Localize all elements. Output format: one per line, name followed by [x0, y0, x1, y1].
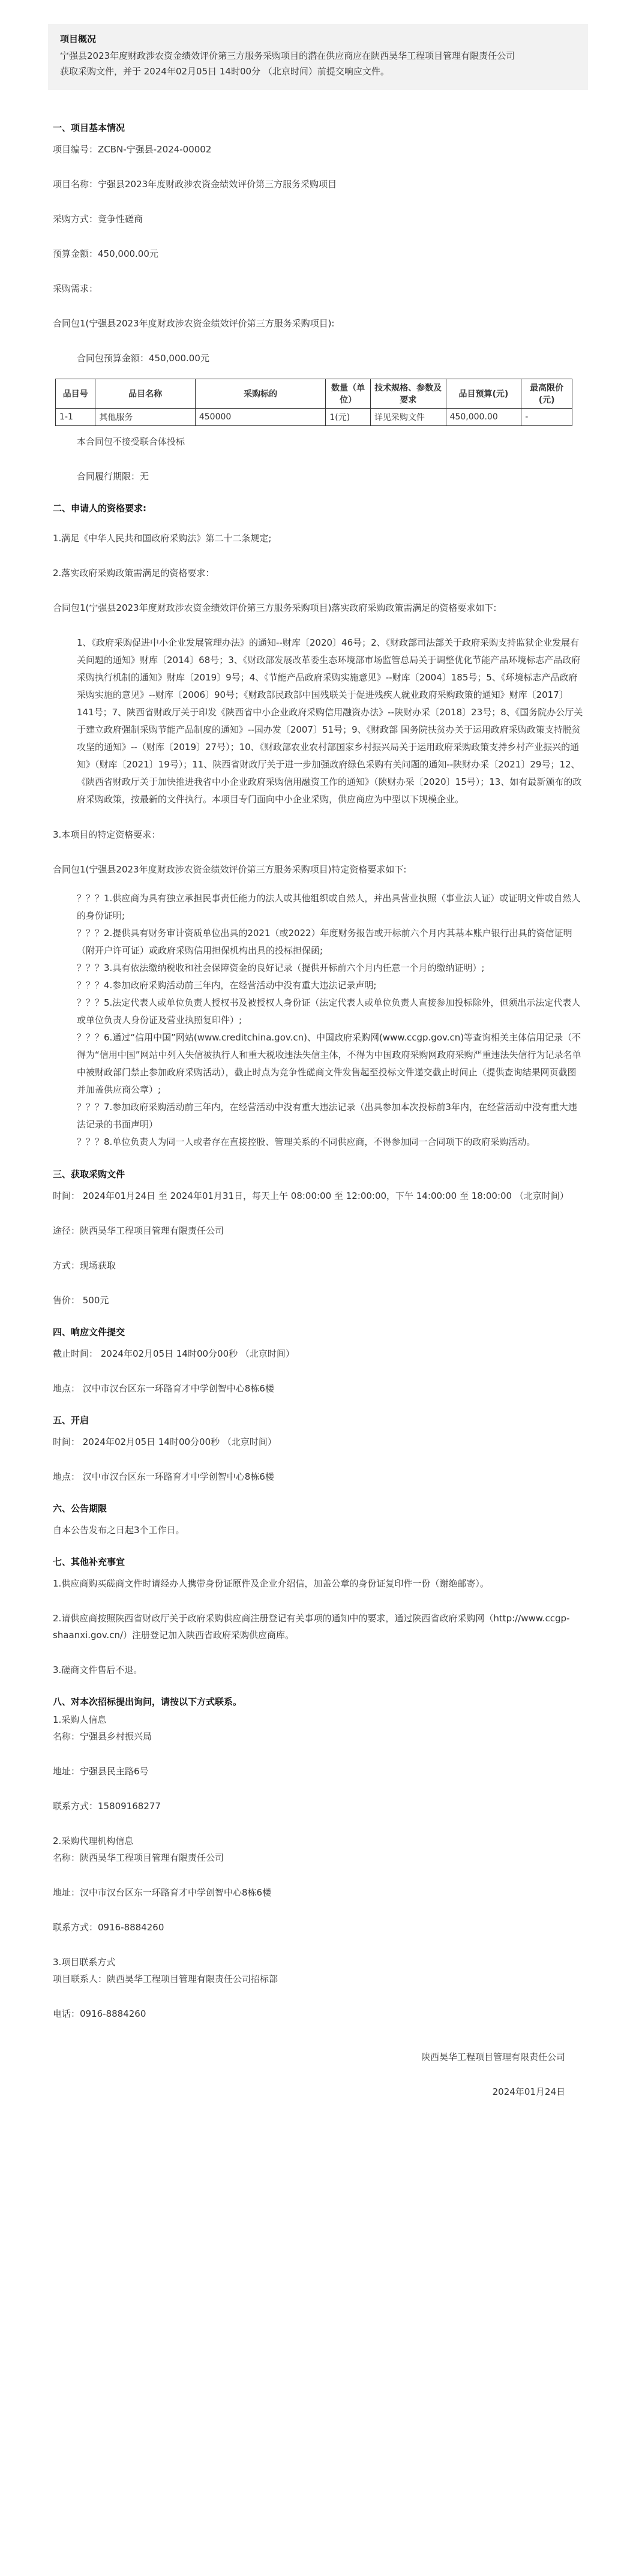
specific-requirement-6: ？？？6.通过“信用中国”网站(www.creditchina.gov.cn)、中国政府采购网(www.ccgp.gov.cn)等查询相关主体信用记录（不得为“信用中国”网站中列入失信被执行人和重大税收违法失信主体，不得为中国政府采购网政府采购严重违法失信行为记录名单中被财政部门禁止参加政府采购活动），截止时点为竞争性磋商文件发售起至投标文件递交截止时间止（提供查询结果网页截图并加盖供应商公章）; [77, 1032, 581, 1095]
procurement-need: 采购需求： [53, 283, 98, 294]
buyer-address: 地址：宁强县民主路6号 [53, 1766, 149, 1777]
item-table [55, 379, 572, 426]
section-2-heading: 二、申请人的资格要求: [53, 503, 146, 514]
opening-place: 地点： 汉中市汉台区东一环路育才中学创智中心8栋6楼 [53, 1471, 274, 1482]
submission-place: 地点： 汉中市汉台区东一环路育才中学创智中心8栋6楼 [53, 1383, 274, 1394]
acquire-place: 途径：陕西昊华工程项目管理有限责任公司 [53, 1225, 224, 1236]
package-title: 合同包1(宁强县2023年度财政涉农资金绩效评价第三方服务采购项目): [53, 318, 335, 329]
specific-requirement-4: ？？？4.参加政府采购活动前三年内，在经营活动中没有重大违法记录声明; [77, 980, 377, 991]
section-7-heading: 七、其他补充事宜 [53, 1557, 125, 1567]
specific-requirement-7: ？？？7.参加政府采购活动前三年内，在经营活动中没有重大违法记录（出具参加本次投标前3年内，在经营活动中没有重大违法记录的书面声明） [77, 1102, 577, 1130]
project-number: 项目编号：ZCBN-宁强县-2024-00002 [53, 144, 212, 155]
table-cell: 450000 [195, 409, 326, 426]
project-name: 项目名称：宁强县2023年度财政涉农资金绩效评价第三方服务采购项目 [53, 179, 337, 190]
specific-requirement-5: ？？？5.法定代表人或单位负责人授权书及被授权人身份证（法定代表人或单位负责人直接参加投标除外，但须出示法定代表人或单位负责人身份证及营业执照复印件）; [77, 997, 581, 1025]
table-header: 品目预算(元) [446, 379, 521, 409]
overview-line1: 宁强县2023年度财政涉农资金绩效评价第三方服务采购项目的潜在供应商应在陕西昊华工程项目管理有限责任公司 [60, 50, 515, 61]
notice-period: 自本公告发布之日起3个工作日。 [53, 1525, 185, 1536]
qualification-item-1: 1.满足《中华人民共和国政府采购法》第二十二条规定; [53, 533, 272, 544]
budget-amount: 预算金额：450,000.00元 [53, 248, 158, 259]
table-row [56, 409, 572, 426]
section-8-heading: 八、对本次招标提出询问，请按以下方式联系。 [53, 1696, 242, 1707]
table-header: 品目号 [56, 379, 95, 409]
policy-requirements: 1、《政府采购促进中小企业发展管理办法》的通知--财库〔2020〕46号；2、《财政部司法部关于政府采购支持监狱企业发展有关问题的通知》财库〔2014〕68号；3、《财政部发展改革委生态环境部市场监管总局关于调整优化节能产品环境标志产品政府采购执行机制的通知》财库〔2019〕9号；4、《节能产品政府采购实施意见》--财库〔2004〕185号；5、《环境标志产品政府采购实施的意见》--财库〔2006〕90号；《财政部民政部中国残联关于促进残疾人就业政府采购政策的通知》财库〔2017〕141号；7、陕西省财政厅关于印发《陕西省中小企业政府采购信用融资办法》--陕财办采〔2018〕23号；8、《国务院办公厅关于建立政府强制采购节能产品制度的通知》--国办发〔2007〕51号；9、《财政部 国务院扶贫办关于运用政府采购政策支持脱贫攻坚的通知》--（财库〔2019〕27号）；10、《财政部农业农村部国家乡村振兴局关于运用政府采购政策支持乡村产业振兴的通知》（财库〔2021〕19号）；11、陕西省财政厅关于进一步加强政府绿色采购有关问题的通知--陕财办采〔2021〕29号；12、《陕西省财政厅关于加快推进我省中小企业政府采购信用融资工作的通知》（陕财办采〔2020〕15号）；13、如有最新颁布的政府采购政策，按最新的文件执行。本项目专门面向中小企业采购，供应商应为中型以下规模企业。 [77, 637, 583, 805]
opening-time: 时间： 2024年02月05日 14时00分00秒 （北京时间） [53, 1437, 277, 1447]
supplement-item-1: 1.供应商购买磋商文件时请经办人携带身份证原件及企业介绍信，加盖公章的身份证复印件一份（谢绝邮寄）。 [53, 1578, 489, 1589]
specific-requirement-2: ？？？2.提供具有财务审计资质单位出具的2021（或2022）年度财务报告或开标前六个月内其基本账户银行出具的资信证明（附开户许可证）或政府采购信用担保机构出具的投标担保函; [77, 928, 572, 956]
acquire-way: 方式：现场获取 [53, 1260, 116, 1271]
section-3-heading: 三、获取采购文件 [53, 1169, 125, 1180]
supplement-item-3: 3.磋商文件售后不退。 [53, 1665, 143, 1675]
submission-deadline: 截止时间： 2024年02月05日 14时00分00秒 （北京时间） [53, 1348, 295, 1359]
main-content [0, 121, 636, 2100]
table-header-row [56, 379, 572, 409]
table-cell: 详见采购文件 [370, 409, 446, 426]
table-header: 技术规格、参数及要求 [370, 379, 446, 409]
overview-title: 项目概况 [60, 34, 97, 44]
table-header: 最高限价(元) [521, 379, 572, 409]
announcement-page [0, 24, 636, 2576]
buyer-phone: 联系方式：15809168277 [53, 1801, 161, 1812]
agent-address: 地址：汉中市汉台区东一环路育才中学创智中心8栋6楼 [53, 1887, 272, 1898]
table-cell: 1-1 [56, 409, 95, 426]
table-cell: 其他服务 [95, 409, 195, 426]
buyer-name: 名称：宁强县乡村振兴局 [53, 1731, 152, 1742]
package-budget: 合同包预算金额：450,000.00元 [77, 353, 209, 364]
qualification-item-2: 2.落实政府采购政策需满足的资格要求： [53, 568, 215, 578]
section-5-heading: 五、开启 [53, 1415, 89, 1426]
agent-title: 2.采购代理机构信息 [53, 1836, 134, 1846]
table-cell: 450,000.00 [446, 409, 521, 426]
overview-line2: 获取采购文件，并于 2024年02月05日 14时00分 （北京时间）前提交响应文件。 [60, 66, 389, 77]
table-cell: 1(元) [326, 409, 371, 426]
contact-title: 3.项目联系方式 [53, 1957, 116, 1968]
acquire-time: 时间： 2024年01月24日 至 2024年01月31日，每天上午 08:00:00 至 12:00:00，下午 14:00:00 至 18:00:00 （北京时间） [53, 1190, 569, 1201]
section-6-heading: 六、公告期限 [53, 1503, 107, 1514]
table-header: 数量（单位） [326, 379, 371, 409]
agent-phone: 联系方式：0916-8884260 [53, 1922, 164, 1933]
qualification-item-3: 3.本项目的特定资格要求： [53, 829, 161, 840]
specific-requirement-1: ？？？1.供应商为具有独立承担民事责任能力的法人或其他组织或自然人，并出具营业执照（事业法人证）或证明文件或自然人的身份证明; [77, 893, 581, 921]
specific-requirement-8: ？？？8.单位负责人为同一人或者存在直接控股、管理关系的不同供应商，不得参加同一合同项下的政府采购活动。 [77, 1136, 536, 1147]
supplement-item-2: 2.请供应商按照陕西省财政厅关于政府采购供应商注册登记有关事项的通知中的要求，通过陕西省政府采购网（http://www.ccgp-shaanxi.gov.cn/）注册登记加入陕西省政府采购供应商库。 [53, 1613, 570, 1641]
buyer-title: 1.采购人信息 [53, 1714, 107, 1725]
contact-phone: 电话：0916-8884260 [53, 2008, 146, 2019]
section-1-heading: 一、项目基本情况 [53, 122, 125, 133]
qualification-item-3-package: 合同包1(宁强县2023年度财政涉农资金绩效评价第三方服务采购项目)特定资格要求如下: [53, 864, 407, 875]
procurement-method: 采购方式：竞争性磋商 [53, 214, 143, 224]
agent-name: 名称：陕西昊华工程项目管理有限责任公司 [53, 1852, 224, 1863]
contact-person: 项目联系人：陕西昊华工程项目管理有限责任公司招标部 [53, 1974, 278, 1984]
overview-box [48, 24, 588, 90]
signature-date: 2024年01月24日 [492, 2086, 565, 2097]
document-price: 售价： 500元 [53, 1295, 109, 1306]
table-header: 采购标的 [195, 379, 326, 409]
contract-period: 合同履行期限：无 [77, 471, 149, 482]
table-cell: - [521, 409, 572, 426]
no-consortium: 本合同包不接受联合体投标 [77, 436, 185, 447]
section-4-heading: 四、响应文件提交 [53, 1327, 125, 1338]
qualification-item-2-package: 合同包1(宁强县2023年度财政涉农资金绩效评价第三方服务采购项目)落实政府采购政策需满足的资格要求如下: [53, 602, 497, 613]
table-header: 品目名称 [95, 379, 195, 409]
signature-organization: 陕西昊华工程项目管理有限责任公司 [421, 2052, 565, 2062]
specific-requirement-3: ？？？3.具有依法缴纳税收和社会保障资金的良好记录（提供开标前六个月内任意一个月的缴纳证明）; [77, 962, 485, 973]
